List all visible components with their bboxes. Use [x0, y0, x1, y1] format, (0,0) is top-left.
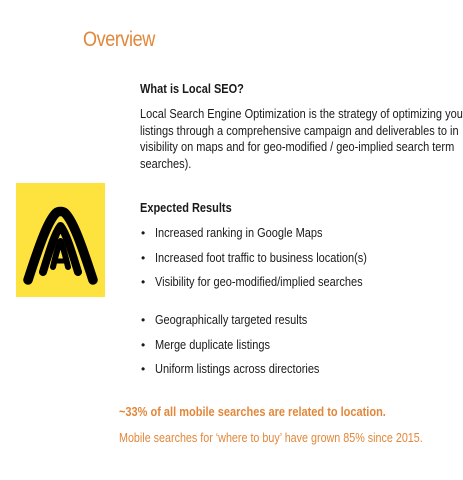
section-heading-expected-results: Expected Results [140, 201, 232, 215]
description-line: Local Search Engine Optimization is the strategy of optimizing you [140, 107, 463, 121]
local-seo-description [140, 106, 463, 172]
stat-where-to-buy: Mobile searches for ‘where to buy’ have grown 85% since 2015. [119, 431, 423, 445]
bullet-icon: • [141, 362, 146, 376]
bullet-icon: • [141, 226, 146, 240]
bullet-icon: • [141, 313, 146, 327]
bullet-icon: • [141, 337, 146, 352]
bullet-icon: • [141, 275, 146, 289]
list-item-text: Geographically targeted results [155, 313, 308, 327]
list-item-text: Visibility for geo-modified/implied searches [155, 275, 363, 289]
bullet-icon: • [141, 250, 146, 265]
description-line: searches). [140, 156, 192, 171]
stat-mobile-location: ~33% of all mobile searches are related to location. [119, 405, 386, 419]
section-heading-local-seo: What is Local SEO? [140, 82, 244, 96]
brand-logo [16, 183, 105, 297]
page-title: Overview [83, 28, 155, 51]
list-item-text: Merge duplicate listings [155, 337, 270, 352]
list-item-text: Increased foot traffic to business location(s) [155, 250, 367, 265]
description-line: visibility on maps and for geo-modified / geo-implied search term [140, 140, 455, 154]
list-item-text: Uniform listings across directories [155, 362, 320, 376]
stylized-a-logo-icon [16, 183, 105, 297]
list-item-text: Increased ranking in Google Maps [155, 226, 323, 240]
description-line: listings through a comprehensive campaign and deliverables to in [140, 123, 459, 138]
